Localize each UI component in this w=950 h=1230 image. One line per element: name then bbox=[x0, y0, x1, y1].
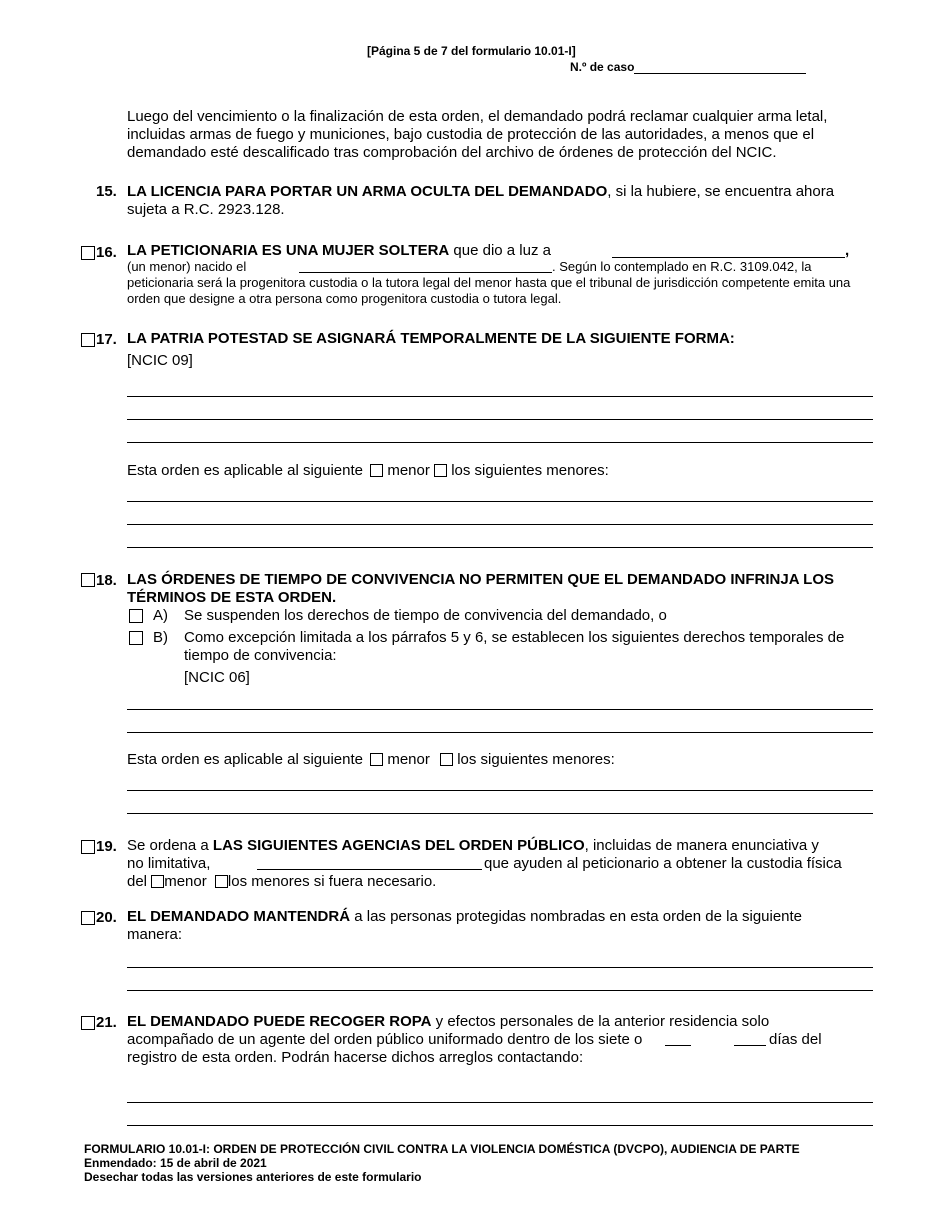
item-16-number: 16. bbox=[96, 244, 117, 261]
item-16-body: peticionaria será la progenitora custodia o la tutora legal del menor hasta que el tribunal de jurisdicción competente emita una orden que designe a otra persona como progenitora custodia o tutora legal. bbox=[127, 275, 851, 306]
case-number-label: N.º de caso bbox=[570, 60, 635, 74]
item-19-minor-checkbox[interactable] bbox=[151, 875, 164, 888]
intro-paragraph: Luego del vencimiento o la finalización de esta orden, el demandado podrá reclamar cualquier arma letal, incluidas armas de fuego y municiones, bajo custodia de protección de las autoridades, a menos que el demandado esté descalificado tras comprobación del archivo de órdenes de protección del NCIC. bbox=[127, 108, 828, 161]
item-21-heading: EL DEMANDADO PUEDE RECOGER ROPA bbox=[127, 1013, 432, 1030]
item-21-checkbox[interactable] bbox=[81, 1016, 95, 1030]
item-21-answer-line[interactable] bbox=[127, 1102, 873, 1103]
item-17-checkbox[interactable] bbox=[81, 333, 95, 347]
item-18-ncic: [NCIC 06] bbox=[184, 669, 250, 686]
item-17-answer-line[interactable] bbox=[127, 396, 873, 397]
item-16-born-label: (un menor) nacido el bbox=[127, 259, 247, 274]
item-20-answer-line[interactable] bbox=[127, 990, 873, 991]
case-number-blank[interactable] bbox=[634, 62, 806, 74]
item-18a-checkbox[interactable] bbox=[129, 609, 143, 623]
item-19-minor-label: menor bbox=[164, 873, 207, 890]
item-18-minors-line[interactable] bbox=[127, 813, 873, 814]
item-15-text: LA LICENCIA PARA PORTAR UN ARMA OCULTA DEL DEMANDADO, si la hubiere, se encuentra ahora sujeta a R.C. 2923.128. bbox=[127, 183, 835, 218]
item-21-number: 21. bbox=[96, 1014, 117, 1031]
days-blank-2[interactable] bbox=[734, 1030, 766, 1046]
item-17-minors-line[interactable] bbox=[127, 547, 873, 548]
item-17-minors-checkbox[interactable] bbox=[434, 464, 447, 477]
item-21-answer-line[interactable] bbox=[127, 1125, 873, 1126]
item-18b-checkbox[interactable] bbox=[129, 631, 143, 645]
item-16-heading: LA PETICIONARIA ES UNA MUJER SOLTERA bbox=[127, 242, 450, 259]
item-17-minor-label: menor bbox=[387, 462, 430, 479]
item-15-number: 15. bbox=[96, 183, 117, 200]
item-17-applies-row: Esta orden es aplicable al siguiente menor los siguientes menores: bbox=[127, 462, 609, 479]
item-21-line1: EL DEMANDADO PUEDE RECOGER ROPA y efectos personales de la anterior residencia solo bbox=[127, 1013, 770, 1030]
item-17-heading: LA PATRIA POTESTAD SE ASIGNARÁ TEMPORALMENTE DE LA SIGUIENTE FORMA: bbox=[127, 330, 735, 347]
item-18-answer-line[interactable] bbox=[127, 732, 873, 733]
item-18-number: 18. bbox=[96, 572, 117, 589]
item-17-number: 17. bbox=[96, 331, 117, 348]
item-19-heading: LAS SIGUIENTES AGENCIAS DEL ORDEN PÚBLICO bbox=[212, 837, 585, 854]
item-18-minors-label: los siguientes menores: bbox=[457, 751, 615, 768]
item-16-line1: LA PETICIONARIA ES UNA MUJER SOLTERA que dio a luz a bbox=[127, 242, 551, 259]
item-16-checkbox[interactable] bbox=[81, 246, 95, 260]
item-20-answer-line[interactable] bbox=[127, 967, 873, 968]
item-18-minor-checkbox[interactable] bbox=[370, 753, 383, 766]
page-number-label: [Página 5 de 7 del formulario 10.01-I] bbox=[367, 44, 576, 58]
item-20-checkbox[interactable] bbox=[81, 911, 95, 925]
item-18-applies-row: Esta orden es aplicable al siguiente menor los siguientes menores: bbox=[127, 751, 615, 768]
birth-date-blank[interactable] bbox=[299, 257, 552, 273]
item-17-answer-line[interactable] bbox=[127, 442, 873, 443]
item-19-checkbox[interactable] bbox=[81, 840, 95, 854]
item-18b-text: Como excepción limitada a los párrafos 5 y 6, se establecen los siguientes derechos temporales de tiempo de convivencia: bbox=[184, 629, 845, 664]
footer-form-title: FORMULARIO 10.01-I: ORDEN DE PROTECCIÓN CIVIL CONTRA LA VIOLENCIA DOMÉSTICA (DVCPO), AUDIENCIA DE PARTE bbox=[84, 1142, 800, 1156]
item-18-minor-label: menor bbox=[387, 751, 430, 768]
item-18-minors-line[interactable] bbox=[127, 790, 873, 791]
item-18-answer-line[interactable] bbox=[127, 709, 873, 710]
item-20-heading: EL DEMANDADO MANTENDRÁ bbox=[127, 908, 351, 925]
item-17-minors-line[interactable] bbox=[127, 524, 873, 525]
item-17-answer-line[interactable] bbox=[127, 419, 873, 420]
footer-amended-date: Enmendado: 15 de abril de 2021 bbox=[84, 1156, 267, 1170]
item-19-line1: Se ordena a LAS SIGUIENTES AGENCIAS DEL ORDEN PÚBLICO, incluidas de manera enunciativa y bbox=[127, 837, 819, 854]
child-name-blank[interactable] bbox=[612, 241, 845, 258]
item-17-minors-line[interactable] bbox=[127, 501, 873, 502]
item-19-minors-label: los menores si fuera necesario. bbox=[227, 873, 437, 890]
days-blank-1[interactable] bbox=[665, 1030, 691, 1046]
case-number-field[interactable] bbox=[570, 60, 806, 74]
item-15-heading: LA LICENCIA PARA PORTAR UN ARMA OCULTA DEL DEMANDADO bbox=[127, 183, 608, 200]
item-17-ncic: [NCIC 09] bbox=[127, 352, 193, 369]
item-19-number: 19. bbox=[96, 838, 117, 855]
item-17-minor-checkbox[interactable] bbox=[370, 464, 383, 477]
item-20-number: 20. bbox=[96, 909, 117, 926]
item-18a-text: Se suspenden los derechos de tiempo de convivencia del demandado, o bbox=[184, 607, 667, 624]
item-19-minors-checkbox[interactable] bbox=[215, 875, 228, 888]
item-18-checkbox[interactable] bbox=[81, 573, 95, 587]
item-18-heading: LAS ÓRDENES DE TIEMPO DE CONVIVENCIA NO PERMITEN QUE EL DEMANDADO INFRINJA LOS TÉRMINOS DE ESTA ORDEN. bbox=[127, 571, 835, 606]
item-17-minors-label: los siguientes menores: bbox=[451, 462, 609, 479]
footer-discard-note: Desechar todas las versiones anteriores de este formulario bbox=[84, 1170, 422, 1184]
agency-name-blank[interactable] bbox=[257, 854, 482, 870]
item-19-line3: del menor los menores si fuera necesario. bbox=[127, 873, 437, 890]
item-20-text: EL DEMANDADO MANTENDRÁ a las personas protegidas nombradas en esta orden de la siguiente manera: bbox=[127, 908, 803, 943]
form-footer bbox=[84, 1142, 800, 1184]
item-18-minors-checkbox[interactable] bbox=[440, 753, 453, 766]
